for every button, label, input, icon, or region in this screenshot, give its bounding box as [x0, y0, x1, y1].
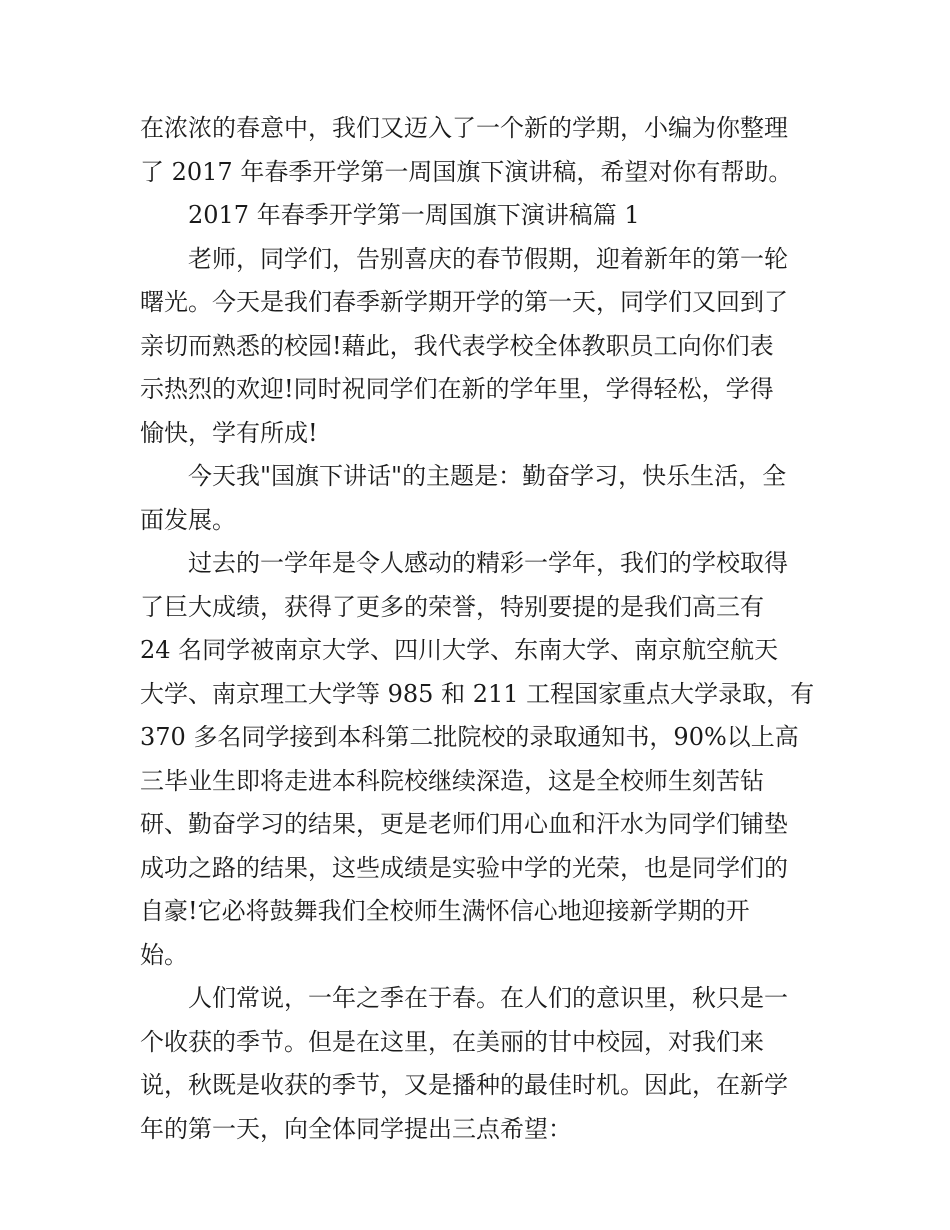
paragraph-intro — [140, 107, 812, 194]
heading-line: 2017 年春季开学第一周国旗下演讲稿篇 1 — [188, 201, 640, 229]
text-line: 过去的一学年是令人感动的精彩一学年，我们的学校取得 — [188, 549, 788, 577]
text-line: 年的第一天，向全体同学提出三点希望： — [140, 1114, 572, 1143]
text-line: 大学、南京理工大学等 985 和 211 工程国家重点大学录取，有 — [140, 679, 815, 708]
text-line: 曙光。今天是我们春季新学期开学的第一天，同学们又回到了 — [140, 288, 788, 316]
text-line: 研、勤奋学习的结果，更是老师们用心血和汗水为同学们铺垫 — [140, 810, 788, 838]
text-line: 人们常说，一年之季在于春。在人们的意识里，秋只是一 — [188, 984, 788, 1012]
text-line: 亲切而熟悉的校园!藉此，我代表学校全体教职员工向你们表 — [140, 331, 774, 360]
text-line: 个收获的季节。但是在这里，在美丽的甘中校园，对我们来 — [140, 1027, 764, 1056]
text-line: 今天我"国旗下讲话"的主题是：勤奋学习，快乐生活，全 — [188, 462, 787, 490]
document-body — [140, 107, 815, 1151]
paragraph-greeting — [140, 238, 812, 456]
text-line: 说，秋既是收获的季节，又是播种的最佳时机。因此，在新学 — [140, 1071, 788, 1099]
text-line: 了 2017 年春季开学第一周国旗下演讲稿，希望对你有帮助。 — [140, 157, 793, 186]
text-line: 三毕业生即将走进本科院校继续深造，这是全校师生刻苦钻 — [140, 766, 764, 795]
text-line: 自豪!它必将鼓舞我们全校师生满怀信心地迎接新学期的开 — [140, 897, 750, 925]
text-line: 24 名同学被南京大学、四川大学、东南大学、南京航空航天 — [140, 636, 779, 664]
paragraph-achievements — [140, 542, 815, 977]
text-line: 始。 — [140, 940, 188, 969]
text-line: 了巨大成绩，获得了更多的荣誉，特别要提的是我们高三有 — [140, 592, 764, 621]
text-line: 愉快，学有所成! — [140, 418, 318, 447]
text-line: 370 多名同学接到本科第二批院校的录取通知书，90%以上高 — [140, 723, 799, 751]
paragraph-theme — [140, 455, 812, 542]
text-line: 面发展。 — [140, 505, 236, 534]
section-heading — [140, 194, 812, 238]
text-line: 老师，同学们，告别喜庆的春节假期，迎着新年的第一轮 — [188, 244, 788, 273]
text-line: 成功之路的结果，这些成绩是实验中学的光荣，也是同学们的 — [140, 853, 788, 882]
text-line: 在浓浓的春意中，我们又迈入了一个新的学期，小编为你整理 — [140, 114, 788, 142]
text-line: 示热烈的欢迎!同时祝同学们在新的学年里，学得轻松，学得 — [140, 375, 774, 403]
paragraph-spring — [140, 977, 812, 1151]
